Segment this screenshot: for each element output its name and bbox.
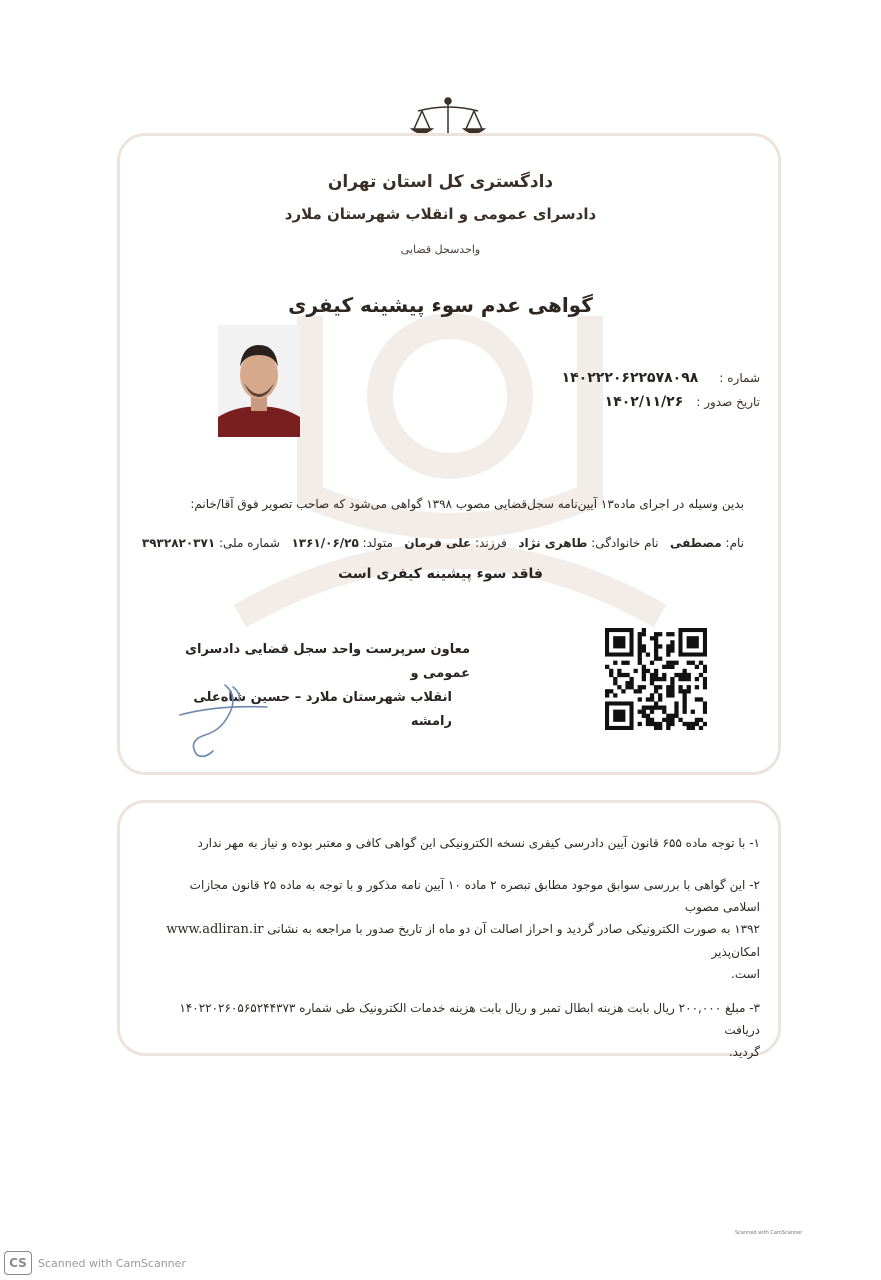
certificate-result: فاقد سوء پیشینه کیفری است <box>338 566 543 582</box>
adliran-link[interactable]: www.adliran.ir <box>166 922 264 937</box>
intro-text: بدین وسیله در اجرای ماده۱۳ آیین‌نامه سجل‌قضایی مصوب ۱۳۹۸ گواهی می‌شود که صاحب تصویر فوق آقا/خانم: <box>190 497 744 511</box>
camscanner-watermark <box>4 1251 186 1275</box>
qr-code <box>605 628 707 730</box>
prosecutor-office: دادسرای عمومی و انقلاب شهرستان ملارد <box>284 205 597 223</box>
national-id: ۳۹۳۲۸۲۰۳۷۱ <box>141 536 216 550</box>
signatory-line-1: معاون سرپرست واحد سجل قضایی دادسرای عمومی و <box>185 642 470 681</box>
date-label: تاریخ صدور : <box>696 395 760 409</box>
born-label: متولد: <box>362 536 393 550</box>
issue-date: ۱۴۰۲/۱۱/۲۶ <box>604 394 684 410</box>
birth-date: ۱۳۶۱/۰۶/۲۵ <box>291 536 359 550</box>
unit-name: واحدسجل قضایی <box>400 243 481 256</box>
scanned-with-text: Scanned with CamScanner <box>38 1256 186 1270</box>
certificate-number: ۱۴۰۲۲۲۰۶۲۲۵۷۸۰۹۸ <box>561 370 699 386</box>
national-id-label: شماره ملی: <box>218 536 280 550</box>
handwritten-signature <box>175 675 275 764</box>
issue-date-row <box>560 391 760 410</box>
holder-photo <box>218 325 300 437</box>
note-2-line-2 <box>150 918 760 963</box>
scanned-small-text: Scanned with CamScanner <box>735 1230 803 1236</box>
note-2-line-3: است. <box>731 967 760 981</box>
notes-section <box>150 832 760 1063</box>
family-name: طاهری نژاد <box>518 536 588 550</box>
note-1: ۱- با توجه ماده ۶۵۵ قانون آیین دادرسی کیفری نسخه الکترونیکی این گواهی کافی و معتبر بوده و نیاز به مهر ندارد <box>197 836 760 850</box>
note-2-line-1: ۲- این گواهی با بررسی سوابق موجود مطابق تبصره ۲ ماده ۱۰ آیین نامه مذکور و با توجه به ماده ۲۵ قانون مجازات اسلامی مصوب <box>189 878 760 914</box>
identity-line <box>142 536 744 550</box>
signatory-line-2: انقلاب شهرستان ملارد – حسین شاه‌علی رامشه <box>193 690 452 729</box>
note-2-text: ۱۳۹۲ به صورت الکترونیکی صادر گردید و احراز اصالت آن دو ماه از تاریخ صدور با مراجعه به نشانی <box>267 922 760 936</box>
name-label: نام: <box>725 536 744 550</box>
page-title: گواهی عدم سوء پیشینه کیفری <box>288 293 593 317</box>
certificate-number-row <box>560 367 760 386</box>
first-name: مصطفی <box>669 536 722 550</box>
note-3-line-2: گردید. <box>728 1045 760 1059</box>
number-label: شماره : <box>719 371 760 385</box>
family-label: نام خانوادگی: <box>591 536 659 550</box>
note-2-suffix: امکان‌پذیر <box>711 945 760 959</box>
note-3-line-1: ۳- مبلغ ۲۰۰,۰۰۰ ریال بابت هزینه ابطال تمبر و ریال بابت هزینه خدمات الکترونیک طی شماره ۱۴۰۲۲۰۲۶۰۵۶۵۲۴۴۳۷۳ دریافت <box>179 1001 760 1037</box>
child-of-label: فرزند: <box>475 536 507 550</box>
camscanner-logo: CS <box>4 1251 32 1275</box>
father-name: علی فرمان <box>404 536 472 550</box>
court-name: دادگستری کل استان تهران <box>327 172 554 192</box>
